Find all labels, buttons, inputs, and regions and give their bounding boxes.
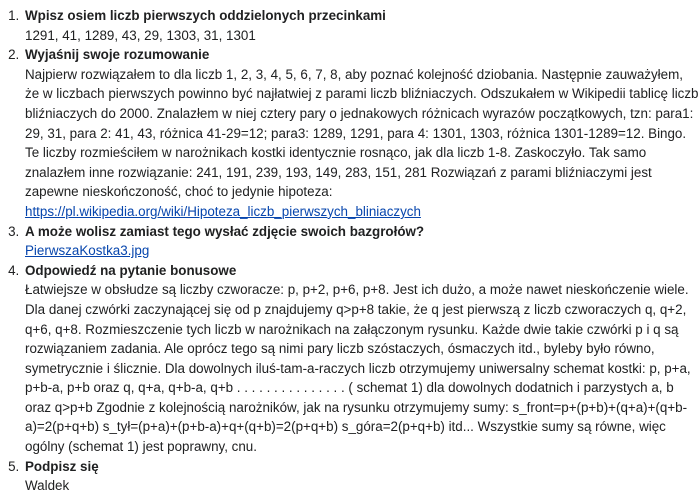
wikipedia-link[interactable]: https://pl.wikipedia.org/wiki/Hipoteza_liczb_pierwszych_bliniaczych xyxy=(25,203,421,219)
answer-2-text: Najpierw rozwiązałem to dla liczb 1, 2, 3, 4, 5, 6, 7, 8, aby poznać kolejność dziobania. Następnie zauważyłem, że w liczbach pierwszych powinno być najłatwiej z parami liczb bliźniaczych. Odszukałem w Wikipedii tablicę liczb bliźniaczych do 2000. Znalazłem w niej cztery pary o jednakowych różnicach wyrazów początkowych, tzn: para1: 29, 31, para 2: 41, 43, różnica 41-29=12; para3: 1289, 1291, para 4: 1301, 1303, różnica 1301-1289=12. Bingo. Te liczby rozmieściłem w narożnikach kostki identycznie rosnąco, jak dla liczb 1-8. Zaskoczyło. Tak samo znalazłem inne rozwiązanie: 241, 191, 239, 193, 149, 283, 151, 281 Rozwiązań z parami bliźniaczymi jest zapewne nieskończoność, choć to jedynie hipoteza: xyxy=(25,66,699,200)
answer-5-text: Waldek xyxy=(25,478,70,494)
qa-item-4 xyxy=(23,261,700,457)
question-2-title: 2. Wyjaśnij swoje rozumowanie xyxy=(25,47,210,63)
question-5-title: 5. Podpisz się xyxy=(25,458,99,474)
answer-1-text: 1291, 41, 1289, 43, 29, 1303, 31, 1301 xyxy=(25,27,256,43)
answer-4-text: Łatwiejsze w obsłudze są liczby czworacze: p, p+2, p+6, p+8. Jest ich dużo, a może nawet nieskończenie wiele. Dla danej czwórki zaczynającej się od p znajdujemy q>p+8 takie, że q jest pierwszą z liczb czworaczych q, q+2, q+6, q+8. Rozmieszczenie tych liczb w narożnikach na załączonym rysunku. Każde dwie takie czwórki p i q są rozwiązaniem zadania. Ale oprócz tego są nimi pary liczb szóstaczych, ósmaczych itd., byleby było równo, symetrycznie i ślicznie. Dla dowolnych iluś-tam-a-raczych liczb otrzymujemy uniwersalny schemat kostki: p, p+a, p+b-a, p+b oraz q, q+a, q+b-a, q+b . . . . . . . . . . . . . . . ( schemat 1) dla dowolnych dodatnich i parzystych a, b oraz q>p+b Zgodnie z kolejnością narożników, jak na rysunku otrzymujemy sumy: s_front=p+(p+b)+(q+a)+(q+b-a)=2(p+q+b) s_tył=(p+a)+(p+b-a)+q+(q+b)=2(p+q+b) s_góra=2(p+q+b) itd... Wszystkie sumy są równe, więc ogólny (schemat 1) jest poprawny, cnu. xyxy=(25,282,691,455)
qa-item-1 xyxy=(23,6,700,45)
answer-2-block xyxy=(25,65,700,222)
question-1-title: 1. Wpisz osiem liczb pierwszych oddzielonych przecinkami xyxy=(25,8,386,23)
qa-item-3 xyxy=(23,222,700,261)
qa-item-2 xyxy=(23,45,700,221)
question-3-title: 3. A może wolisz zamiast tego wysłać zdjęcie swoich bazgrołów? xyxy=(25,223,425,239)
attachment-link[interactable]: PierwszaKostka3.jpg xyxy=(25,243,150,259)
qa-item-5 xyxy=(23,457,700,496)
answer-3-block xyxy=(25,241,700,261)
question-4-title: 4. Odpowiedź na pytanie bonusowe xyxy=(25,262,237,278)
